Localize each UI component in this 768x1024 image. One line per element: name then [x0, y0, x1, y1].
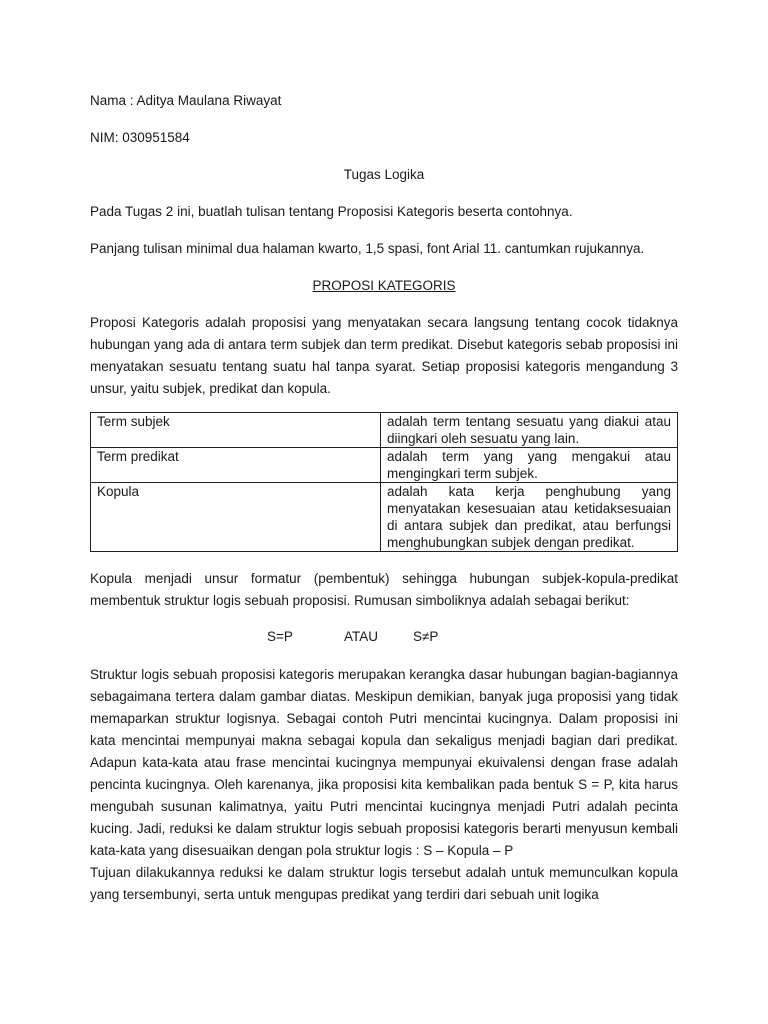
term-cell: Term subjek [91, 413, 381, 448]
formula-line [90, 626, 678, 648]
table-row [91, 413, 678, 448]
kopula-paragraph: Kopula menjadi unsur formatur (pembentuk) sehingga hubungan subjek-kopula-predikat membentuk struktur logis sebuah proposisi. Rumusan simboliknya adalah sebagai berikut: [90, 571, 678, 608]
formula-equal: S=P [267, 629, 293, 644]
purpose-paragraph: Tujuan dilakukannya reduksi ke dalam struktur logis tersebut adalah untuk memunculkan kopula yang tersembunyi, serta untuk mengupas predikat yang terdiri dari sebuah unit logika [90, 865, 678, 902]
intro-paragraph: Proposi Kategoris adalah proposisi yang menyatakan secara langsung tentang cocok tidaknya hubungan yang ada di antara term subjek dan term predikat. Disebut kategoris sebab proposisi ini menyatakan sesuatu tentang suatu hal tanpa syarat. Setiap proposisi kategoris mengandung 3 unsur, yaitu subjek, predikat dan kopula. [90, 315, 678, 396]
formula-not-equal: S≠P [413, 629, 439, 644]
term-cell: Kopula [91, 483, 381, 552]
student-name: Nama : Aditya Maulana Riwayat [90, 93, 282, 108]
terms-table [90, 412, 678, 552]
task-instruction-1: Pada Tugas 2 ini, buatlah tulisan tentang Proposisi Kategoris beserta contohnya. [90, 204, 573, 219]
definition-cell: adalah term yang yang mengakui atau mengingkari term subjek. [381, 448, 678, 483]
term-cell: Term predikat [91, 448, 381, 483]
document-body [90, 90, 678, 906]
definition-cell: adalah kata kerja penghubung yang menyatakan kesesuaian atau ketidaksesuaian di antara subjek dan predikat, atau berfungsi menghubungkan subjek dengan predikat. [381, 483, 678, 552]
definition-cell: adalah term tentang sesuatu yang diakui atau diingkari oleh sesuatu yang lain. [381, 413, 678, 448]
assignment-title: Tugas Logika [343, 167, 425, 182]
table-row [91, 448, 678, 483]
student-nim: NIM: 030951584 [90, 130, 190, 145]
formula-or: ATAU [344, 629, 379, 644]
task-instruction-2: Panjang tulisan minimal dua halaman kwarto, 1,5 spasi, font Arial 11. cantumkan rujukannya. [90, 241, 645, 256]
structure-paragraph: Struktur logis sebuah proposisi kategoris merupakan kerangka dasar hubungan bagian-bagiannya sebagaimana tertera dalam gambar diatas. Meskipun demikian, banyak juga proposisi yang tidak memaparkan struktur logisnya. Sebagai contoh Putri mencintai kucingnya. Dalam proposisi ini kata mencintai mempunyai makna sebagai kopula dan sekaligus menjadi bagian dari predikat. Adapun kata-kata atau frase mencintai kucingnya mempunyai ekuivalensi dengan frase adalah pencinta kucingnya. Oleh karenanya, jika proposisi kita kembalikan pada bentuk S = P, kita harus mengubah susunan kalimatnya, yaitu Putri mencintai kucingnya menjadi Putri adalah pecinta kucing. Jadi, reduksi ke dalam struktur logis sebuah proposisi kategoris berarti menyusun kembali kata-kata yang disesuaikan dengan pola struktur logis : S – Kopula – P [90, 667, 678, 858]
table-row [91, 483, 678, 552]
section-heading: PROPOSI KATEGORIS [312, 278, 456, 293]
